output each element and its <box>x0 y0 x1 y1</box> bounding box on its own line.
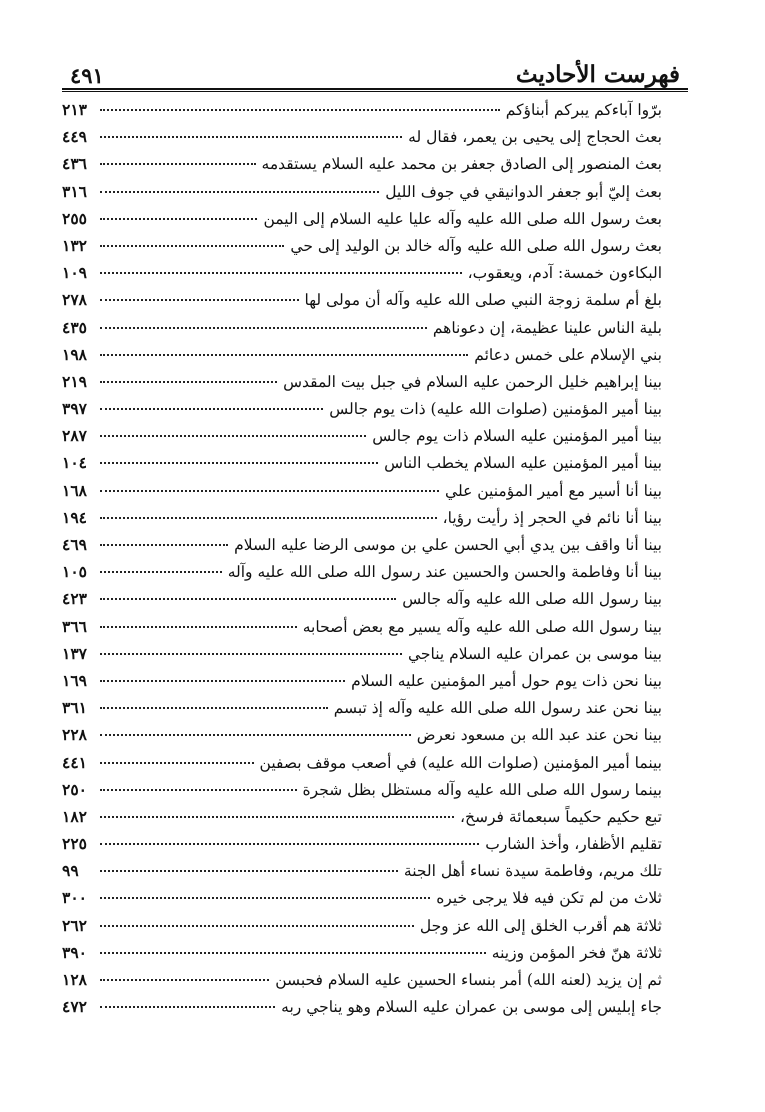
entry-page-number: ٩٩ <box>62 861 79 881</box>
entry-text: تلك مريم، وفاطمة سيدة نساء أهل الجنة <box>403 862 662 881</box>
entry-text: ثلاثة هنّ فخر المؤمن وزينه <box>491 943 662 962</box>
index-entry <box>62 399 688 426</box>
dot-leader <box>100 191 379 193</box>
index-entry <box>62 481 688 508</box>
entry-text: ثلاثة هم أقرب الخلق إلى الله عز وجل <box>419 916 662 935</box>
entry-text: بعث رسول الله صلى الله عليه وآله خالد بن الوليد إلى حي <box>290 236 662 255</box>
index-entry <box>62 345 688 372</box>
entry-page-number: ١٢٨ <box>62 970 87 989</box>
entry-text: ثلاث من لم تكن فيه فلا يرجى خيره <box>436 889 662 908</box>
dot-leader <box>100 571 222 573</box>
entry-text: بينا نحن ذات يوم حول أمير المؤمنين عليه السلام <box>351 671 662 690</box>
entry-text: بينا أنا نائم في الحجر إذ رأيت رؤيا، <box>442 508 662 527</box>
index-entry <box>62 780 688 807</box>
dot-leader <box>100 626 297 628</box>
entry-page-number: ٢٢٨ <box>62 725 87 745</box>
index-entry <box>62 698 688 725</box>
dot-leader <box>100 408 323 410</box>
dot-leader <box>100 734 411 736</box>
dot-leader <box>100 163 256 165</box>
entry-page-number: ١٩٤ <box>62 507 87 527</box>
entry-text: تبع حكيم حكيماً سبعمائة فرسخ، <box>460 807 662 826</box>
dot-leader <box>100 517 437 519</box>
entry-page-number: ١٣٧ <box>62 643 87 663</box>
dot-leader <box>100 952 486 954</box>
entry-page-number: ١٠٥ <box>62 562 87 582</box>
index-entry <box>62 589 688 616</box>
entry-page-number: ٢٨٧ <box>62 426 87 446</box>
entry-text: بعث الحجاج إلى يحيى بن يعمر، فقال له <box>408 128 662 147</box>
entry-page-number: ١٠٤ <box>62 453 87 473</box>
entry-page-number: ٤٣٥ <box>62 317 87 337</box>
dot-leader <box>100 218 257 220</box>
index-entry <box>62 888 688 915</box>
entry-text: بينا أمير المؤمنين عليه السلام ذات يوم جالس <box>372 427 662 446</box>
entry-text: البكاءون خمسة: آدم، ويعقوب، <box>467 264 662 283</box>
entry-page-number: ٢٧٨ <box>62 290 87 310</box>
entry-page-number: ٣٩٧ <box>62 399 87 419</box>
entry-text: بينا موسى بن عمران عليه السلام يناجي <box>407 644 662 663</box>
dot-leader <box>100 653 402 655</box>
index-entry <box>62 182 688 209</box>
dot-leader <box>100 816 454 818</box>
dot-leader <box>100 272 462 274</box>
index-entry <box>62 372 688 399</box>
entry-page-number: ٢١٩ <box>62 371 87 391</box>
entry-page-number: ٢٢٥ <box>62 834 87 854</box>
entry-page-number: ٢٥٥ <box>62 208 87 228</box>
entry-page-number: ٤٢٣ <box>62 589 87 609</box>
entry-text: بينما أمير المؤمنين (صلوات الله عليه) في أصعب موقف بصفين <box>259 753 662 772</box>
entry-text: بعث المنصور إلى الصادق جعفر بن محمد عليه السلام يستقدمه <box>261 155 662 174</box>
entry-page-number: ٤٤٩ <box>62 127 87 147</box>
dot-leader <box>100 979 269 981</box>
entry-page-number: ٣٦٦ <box>62 616 87 636</box>
entry-text: بينا نحن عند رسول الله صلى الله عليه وآله إذ تبسم <box>333 699 662 718</box>
dot-leader <box>100 1006 275 1008</box>
entry-text: برّوا آباءكم يبركم أبناؤكم <box>505 101 662 119</box>
index-entry <box>62 154 688 181</box>
entry-page-number: ١٨٢ <box>62 806 87 826</box>
dot-leader <box>100 598 396 600</box>
entry-text: بعث رسول الله صلى الله عليه وآله عليا عليه السلام إلى اليمن <box>263 209 662 228</box>
dot-leader <box>100 789 297 791</box>
index-entry <box>62 290 688 317</box>
entry-text: بينا إبراهيم خليل الرحمن عليه السلام في جبل بيت المقدس <box>283 372 662 391</box>
dot-leader <box>100 245 284 247</box>
dot-leader <box>100 843 479 845</box>
entry-page-number: ٢٥٠ <box>62 779 87 799</box>
index-entry <box>62 834 688 861</box>
entry-text: جاء إبليس إلى موسى بن عمران عليه السلام وهو يناجي ربه <box>281 998 662 1017</box>
dot-leader <box>100 381 277 383</box>
entry-page-number: ٤٣٦ <box>62 154 87 174</box>
entry-text: بينا أنا وفاطمة والحسن والحسين عند رسول الله صلى الله عليه وآله <box>227 563 662 582</box>
entry-page-number: ٤٤١ <box>62 752 87 772</box>
entry-page-number: ١٣٢ <box>62 235 87 255</box>
entry-page-number: ٣٠٠ <box>62 888 87 908</box>
dot-leader <box>100 136 402 138</box>
entry-text: بينا أمير المؤمنين عليه السلام يخطب الناس <box>384 454 662 473</box>
index-entry <box>62 617 688 644</box>
index-entry <box>62 100 688 127</box>
entry-text: بينا أنا واقف بين يدي أبي الحسن علي بن موسى الرضا عليه السلام <box>234 536 662 554</box>
index-entry <box>62 535 688 562</box>
index-entry <box>62 209 688 236</box>
index-entry <box>62 236 688 263</box>
entry-text: بني الإسلام على خمس دعائم <box>474 345 662 364</box>
index-entry <box>62 644 688 671</box>
entry-page-number: ١٦٨ <box>62 480 87 500</box>
dot-leader <box>100 897 430 899</box>
entry-text: بعث إليّ أبو جعفر الدوانيقي في جوف الليل <box>385 182 662 201</box>
index-entry <box>62 127 688 154</box>
index-entry <box>62 426 688 453</box>
entry-page-number: ١٠٩ <box>62 263 87 283</box>
entry-text: بينا أنا أسير مع أمير المؤمنين علي <box>445 481 662 500</box>
dot-leader <box>100 925 414 927</box>
dot-leader <box>100 870 398 872</box>
dot-leader <box>100 435 366 437</box>
page-number: ٤٩١ <box>70 63 104 88</box>
index-entry <box>62 725 688 752</box>
dot-leader <box>100 680 345 682</box>
entry-page-number: ٢٦٢ <box>62 915 87 935</box>
entry-page-number: ٢١٣ <box>62 100 87 119</box>
entry-text: ثم إن يزيد (لعنه الله) أمر بنساء الحسين عليه السلام فحبسن <box>275 971 662 989</box>
dot-leader <box>100 327 427 329</box>
entry-page-number: ٤٧٢ <box>62 997 87 1017</box>
entry-text: بلغ أم سلمة زوجة النبي صلى الله عليه وآله أن مولى لها <box>304 291 662 310</box>
index-entry <box>62 970 688 997</box>
entry-text: بلية الناس علينا عظيمة، إن دعوناهم <box>432 318 662 337</box>
entry-text: بينما رسول الله صلى الله عليه وآله مستظل بظل شجرة <box>302 780 662 799</box>
entry-page-number: ١٩٨ <box>62 344 87 364</box>
dot-leader <box>100 544 228 546</box>
index-entry <box>62 997 688 1024</box>
entry-text: تقليم الأظفار، وأخذ الشارب <box>485 835 662 854</box>
index-entry <box>62 508 688 535</box>
entry-page-number: ١٦٩ <box>62 670 87 690</box>
hadith-index-list <box>62 90 688 1024</box>
index-entry <box>62 453 688 480</box>
entry-text: بينا رسول الله صلى الله عليه وآله يسير مع بعض أصحابه <box>302 617 662 636</box>
header-rule <box>62 88 688 90</box>
dot-leader <box>100 462 378 464</box>
entry-text: بينا أمير المؤمنين (صلوات الله عليه) ذات يوم جالس <box>329 400 662 419</box>
dot-leader <box>100 299 299 301</box>
index-entry <box>62 943 688 970</box>
entry-page-number: ٣١٦ <box>62 181 87 201</box>
dot-leader <box>100 109 500 111</box>
index-page <box>62 52 688 1092</box>
dot-leader <box>100 354 468 356</box>
page-title: فهرست الأحاديث <box>515 61 680 88</box>
page-header <box>62 52 688 90</box>
dot-leader <box>100 762 254 764</box>
entry-page-number: ٣٩٠ <box>62 942 87 962</box>
dot-leader <box>100 707 328 709</box>
index-entry <box>62 671 688 698</box>
entry-text: بينا نحن عند عبد الله بن مسعود نعرض <box>416 726 662 745</box>
index-entry <box>62 807 688 834</box>
dot-leader <box>100 490 439 492</box>
entry-page-number: ٣٦١ <box>62 698 87 718</box>
index-entry <box>62 861 688 888</box>
index-entry <box>62 562 688 589</box>
index-entry <box>62 318 688 345</box>
index-entry <box>62 916 688 943</box>
index-entry <box>62 753 688 780</box>
entry-page-number: ٤٦٩ <box>62 535 87 554</box>
index-entry <box>62 263 688 290</box>
entry-text: بينا رسول الله صلى الله عليه وآله جالس <box>402 590 662 609</box>
